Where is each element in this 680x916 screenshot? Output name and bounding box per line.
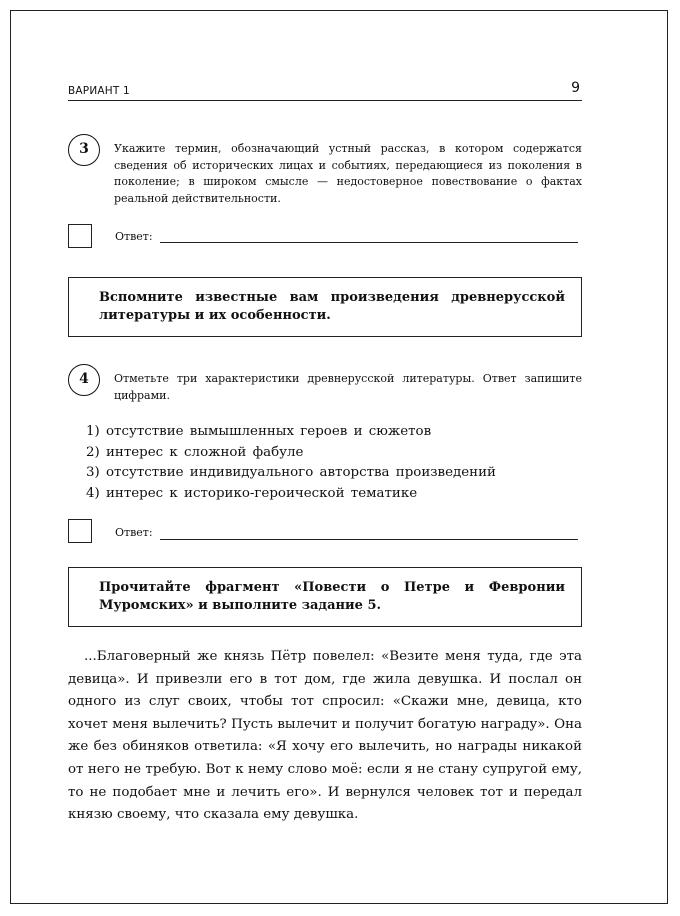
option-item: 4) интерес к историко-героической тематике xyxy=(86,486,418,502)
option-item: 1) отсутствие вымышленных героев и сюжетов xyxy=(86,424,432,439)
instruction-box-2: Прочитайте фрагмент «Повести о Петре и Февронии Муромских» и выполните задание 5. xyxy=(68,567,582,627)
question-4-options xyxy=(86,422,496,505)
answer-4-label: Ответ: xyxy=(115,526,153,539)
question-3-text: Укажите термин, обозначающий устный рассказ, в котором содержатся сведения об исторических лицах и событиях, передающиеся из поколения в поколение; в широком смысле — недостоверное повествование о фактах реальной действительности. xyxy=(114,142,582,205)
variant-label: ВАРИАНТ 1 xyxy=(68,85,130,97)
question-3-number: 3 xyxy=(68,134,100,166)
answer-3-label: Ответ: xyxy=(115,230,153,243)
option-item: 3) отсутствие индивидуального авторства произведений xyxy=(86,465,496,481)
option-item: 2) интерес к сложной фабуле xyxy=(86,444,304,460)
question-4-number: 4 xyxy=(68,364,100,396)
text-excerpt: ...Благоверный же князь Пётр повелел: «Везите меня туда, где эта девица». И привезли его в тот дом, где жила девушка. И послал он одного из слуг своих, чтобы тот спросил: «Скажи мне, девица, кто хочет меня вылечить? Пусть вылечит и получит богатую награду». Она же без обиняков ответила: «Я хочу его вылечить, но награды никакой от него не требую. Вот к нему слово моё: если я не стану супругой ему, то не подобает мне и лечить его». И вернулся человек тот и передал князю своему, что сказала ему девушка. xyxy=(68,649,582,823)
answer-4-checkbox[interactable] xyxy=(68,519,92,543)
answer-3-checkbox[interactable] xyxy=(68,224,92,248)
answer-4-field[interactable] xyxy=(160,524,578,540)
question-4-text: Отметьте три характеристики древнерусской литературы. Ответ запишите цифрами. xyxy=(114,372,582,402)
page-number: 9 xyxy=(571,80,580,96)
page-header xyxy=(68,80,582,101)
instruction-box-1: Вспомните известные вам произведения древнерусской литературы и их особенности. xyxy=(68,277,582,337)
answer-3-field[interactable] xyxy=(160,228,578,243)
